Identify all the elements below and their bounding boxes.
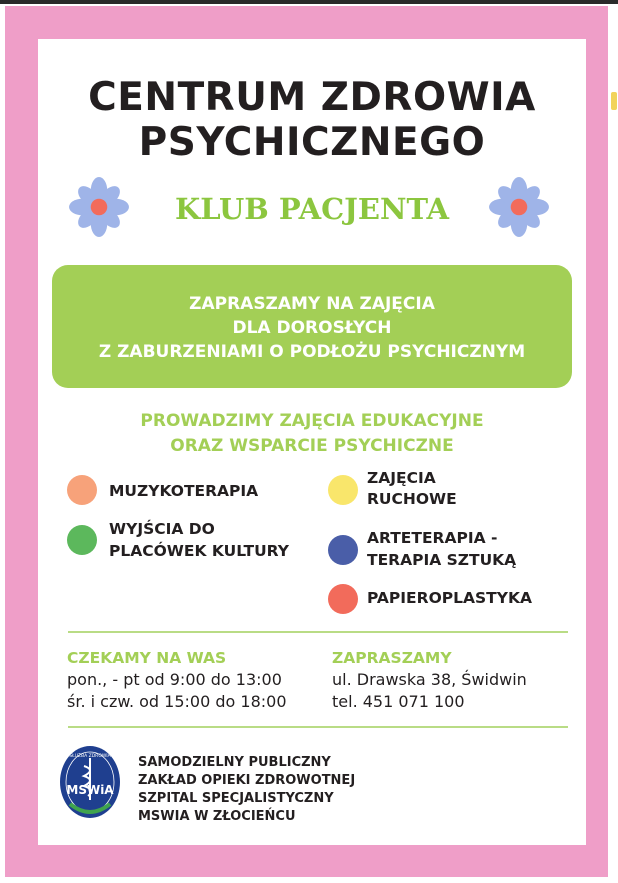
org-line4: MSWIA W ZŁOCIEŃCU <box>138 809 296 824</box>
contact-phone: tel. 451 071 100 <box>332 692 465 711</box>
activity-dot-movement <box>328 475 358 505</box>
flower-icon-right <box>488 176 550 238</box>
contact-address: ul. Drawska 38, Świdwin <box>332 670 527 689</box>
divider-bottom <box>68 726 568 728</box>
activity-paper: PAPIEROPLASTYKA <box>367 589 532 607</box>
divider-top <box>68 631 568 633</box>
banner-line3: Z ZABURZENIAMI O PODŁOŻU PSYCHICZNYM <box>98 342 526 362</box>
activity-music: MUZYKOTERAPIA <box>109 482 259 500</box>
org-line2: ZAKŁAD OPIEKI ZDROWOTNEJ <box>138 773 356 788</box>
activity-culture-line1: WYJŚCIA DO <box>109 520 215 538</box>
page-title-line2: PSYCHICZNEGO <box>138 120 486 165</box>
activity-dot-paper <box>328 584 358 614</box>
page-title-line1: CENTRUM ZDROWIA <box>88 75 536 120</box>
tape-mark <box>611 92 617 110</box>
activity-movement-line1: ZAJĘCIA <box>367 469 436 487</box>
org-line3: SZPITAL SPECJALISTYCZNY <box>138 791 334 806</box>
org-line1: SAMODZIELNY PUBLICZNY <box>138 755 331 770</box>
activity-dot-culture <box>67 525 97 555</box>
hours-heading: CZEKAMY NA WAS <box>67 649 227 667</box>
hours-line2: śr. i czw. od 15:00 do 18:00 <box>67 692 287 711</box>
logo-text: MSWiA <box>66 783 114 797</box>
activity-art-line2: TERAPIA SZTUKĄ <box>367 551 517 569</box>
invitation-banner <box>52 265 572 388</box>
banner-line1: ZAPRASZAMY NA ZAJĘCIA <box>189 294 435 314</box>
logo-ring-text: SŁUŻBA ZDROWIA <box>69 754 111 759</box>
contact-heading: ZAPRASZAMY <box>332 649 452 667</box>
lead-line1: PROWADZIMY ZAJĘCIA EDUKACYJNE <box>140 411 484 431</box>
activity-movement-line2: RUCHOWE <box>367 490 457 508</box>
activity-dot-art <box>328 535 358 565</box>
hours-line1: pon., - pt od 9:00 do 13:00 <box>67 670 282 689</box>
lead-line2: ORAZ WSPARCIE PSYCHICZNE <box>170 436 454 456</box>
subtitle: KLUB PACJENTA <box>174 192 449 226</box>
poster-content <box>38 39 586 845</box>
activity-dot-music <box>67 475 97 505</box>
activity-culture-line2: PLACÓWEK KULTURY <box>109 542 289 560</box>
activity-art-line1: ARTETERAPIA - <box>367 529 498 547</box>
mswia-logo-icon <box>58 744 122 820</box>
banner-line2: DLA DOROSŁYCH <box>232 318 392 338</box>
pink-frame <box>5 6 608 877</box>
scan-edge <box>0 0 618 4</box>
